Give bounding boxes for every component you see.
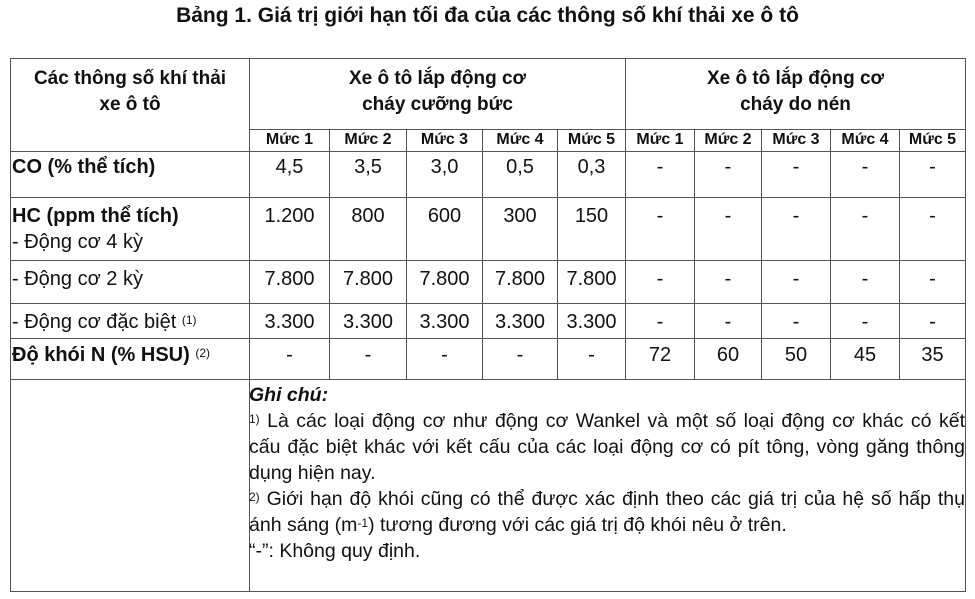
table-rule-smoke [10, 379, 966, 380]
table-title: Bảng 1. Giá trị giới hạn tối đa của các thông số khí thải xe ô tô [176, 4, 799, 27]
note-2 [249, 486, 965, 538]
level-header: Mức 5 [908, 131, 957, 148]
table-cell: - [929, 205, 936, 227]
table-cell: - [724, 205, 732, 227]
param-header-line1: Các thông số khí thải [33, 68, 227, 89]
table-cell: 3,0 [430, 156, 459, 178]
footnote-mark: (2) [195, 346, 211, 360]
table-border-left [10, 58, 11, 592]
level-header: Mức 3 [772, 131, 820, 148]
special-engine-text: - Động cơ đặc biệt [12, 311, 177, 333]
note-1-text: Là các loại động cơ như động cơ Wankel và một số loại động cơ khác có kết cấu đặc biệt khác với kết cấu của các loại động cơ có pít tông, vòng găng thông dụng hiện nay. [249, 410, 965, 484]
note-2-mark: 2) [249, 490, 260, 504]
table-rule-special [10, 338, 966, 339]
table-rule-co [10, 197, 966, 198]
table-rule-hc4 [10, 260, 966, 261]
table-cell: 45 [853, 344, 877, 366]
note-1 [249, 408, 965, 486]
table-cell: 3.300 [494, 311, 546, 333]
level-header: Mức 1 [265, 131, 314, 148]
spark-ignition-group-header [250, 66, 625, 118]
param-column-header [11, 66, 249, 118]
notes-heading: Ghi chú: [249, 384, 329, 406]
table-cell: - [861, 311, 869, 333]
table-cell: 1.200 [264, 205, 315, 227]
row-label-hc: HC (ppm thể tích) [12, 205, 179, 227]
notes-block [249, 382, 965, 564]
table-border-bottom [10, 591, 966, 592]
note-2-text-end: ) tương đương với các giá trị độ khói nêu ở trên. [368, 514, 787, 536]
note-3: “-”: Không quy định. [249, 540, 421, 562]
table-border-right [965, 58, 966, 592]
level-header: Mức 2 [344, 131, 392, 148]
level-header: Mức 2 [704, 131, 752, 148]
row-label-2-stroke: - Động cơ 2 kỳ [12, 268, 143, 290]
group1-header-line1: Xe ô tô lắp động cơ [348, 68, 527, 89]
note-2-exponent: -1 [357, 516, 369, 530]
group1-header-line2: cháy cưỡng bức [362, 94, 513, 115]
table-cell: - [861, 156, 869, 178]
row-label-smoke [12, 342, 210, 368]
table-cell: 7.800 [419, 268, 470, 290]
table-cell: 7.800 [494, 268, 546, 290]
table-cell: 0,3 [577, 156, 606, 178]
level-header: Mức 3 [420, 131, 469, 148]
table-cell: - [516, 344, 524, 366]
table-cell: - [364, 344, 372, 366]
table-cell: 800 [351, 205, 385, 227]
table-cell: 60 [716, 344, 740, 366]
table-cell: 72 [648, 344, 672, 366]
row-label-co: CO (% thể tích) [12, 156, 156, 178]
table-cell: 0,5 [506, 156, 534, 178]
table-cell: - [929, 311, 936, 333]
param-header-line2: xe ô tô [99, 94, 161, 115]
footnote-mark: (1) [181, 313, 197, 327]
level-header: Mức 1 [636, 131, 684, 148]
smoke-text: Độ khói N (% HSU) [12, 344, 190, 366]
table-cell: - [929, 156, 936, 178]
table-cell: 7.800 [566, 268, 617, 290]
table-cell: 3.300 [342, 311, 394, 333]
table-cell: 4,5 [275, 156, 304, 178]
table-cell: - [656, 311, 664, 333]
group2-header-line2: cháy do nén [740, 94, 851, 115]
level-header: Mức 4 [496, 131, 544, 148]
table-cell: 600 [427, 205, 462, 227]
table-border-top [10, 58, 966, 59]
table-cell: 7.800 [264, 268, 315, 290]
row-sublabel-4-stroke: - Động cơ 4 kỳ [12, 231, 143, 253]
table-cell: 150 [574, 205, 609, 227]
group2-header-line1: Xe ô tô lắp động cơ [706, 68, 885, 89]
table-cell: - [588, 344, 595, 366]
compression-ignition-group-header [626, 66, 965, 118]
row-label-special-engine [12, 309, 197, 335]
table-cell: - [724, 268, 732, 290]
table-cell: 35 [921, 344, 944, 366]
table-cell: - [656, 156, 664, 178]
table-cell: 7.800 [342, 268, 394, 290]
note-2-text: Giới hạn độ khói cũng có thể được xác định theo các giá trị của hệ số hấp thụ ánh sáng (m [249, 488, 965, 536]
table-cell: - [929, 268, 936, 290]
table-cell: - [724, 156, 732, 178]
table-cell: - [861, 205, 869, 227]
table-cell: - [724, 311, 732, 333]
table-cell: - [792, 311, 800, 333]
table-rule-header [10, 151, 966, 152]
table-cell: - [792, 156, 800, 178]
table-cell: - [441, 344, 448, 366]
table-cell: 3.300 [264, 311, 315, 333]
table-cell: - [792, 205, 800, 227]
table-rule-hc2 [10, 303, 966, 304]
table-cell: 3.300 [566, 311, 617, 333]
table-cell: - [792, 268, 800, 290]
table-cell: - [656, 205, 664, 227]
table-cell: - [656, 268, 664, 290]
table-cell: 300 [503, 205, 537, 227]
level-header: Mức 4 [841, 131, 889, 148]
table-cell: - [861, 268, 869, 290]
note-1-mark: 1) [249, 412, 260, 426]
table-cell: - [286, 344, 293, 366]
table-cell: 50 [784, 344, 808, 366]
level-header: Mức 5 [567, 131, 616, 148]
table-cell: 3.300 [419, 311, 470, 333]
table-cell: 3,5 [354, 156, 382, 178]
